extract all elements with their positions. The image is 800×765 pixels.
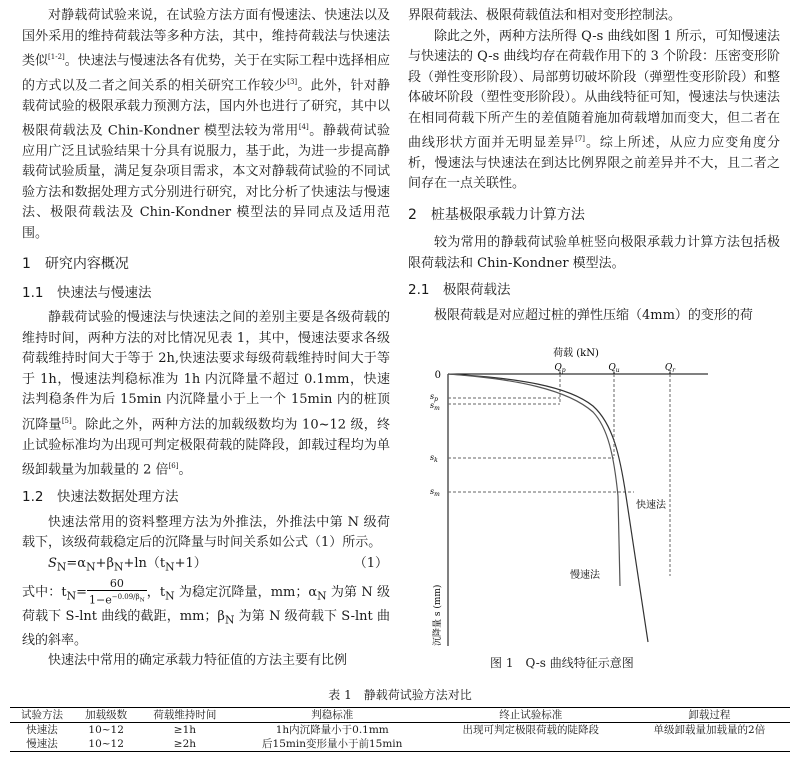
table-header: 卸载过程 xyxy=(688,709,731,721)
formula-explanation: 式中：$t_N=$ $\frac{60}{1-e^{-0.09/\beta_N}}$ ，$t_N$ 为稳定沉降量，mm；$\alpha_N$ 为第 N 级荷载下 S-lnt 曲线的截距，mm；$\beta_N$ 为第 N 级荷载下 S-lnt 曲线的斜率。 xyxy=(22,576,391,648)
right-para-1: 界限荷载法、极限荷载值法和相对变形控制法。 xyxy=(408,8,682,23)
right-para-2: 除此之外，两种方法所得 Q-s 曲线如图 1 所示，可知慢速法与快速法的 Q-s 曲线均存在荷载作用下的 3 个阶段：压密变形阶段（弹性变形阶段）、局部剪切破坏阶段（弹塑性变形阶段）和整体破坏阶段（塑性变形阶段）。从曲线特征可知，慢速法与快速法在相同荷载下所产生的差值随着施加荷载增加而变大，但二者在曲线形状方面并无明显差异[7]。综上所述，从应力应变角度分析，慢速法与快速法在到达比例界限之前差异并不大，且二者之间存在一点关联性。 xyxy=(408,28,780,192)
table-header-row xyxy=(10,708,790,723)
table xyxy=(10,707,790,752)
table-cell: ≥2h xyxy=(173,738,197,750)
qu-label: $Q_u$ xyxy=(608,363,620,374)
section-1-2-paragraph: 快速法常用的资料整理方法为外推法，外推法中第 N 级荷载下，该级荷载稳定后的沉降量与时间关系如公式（1）所示。 xyxy=(22,514,390,551)
origin-label: 0 xyxy=(434,370,441,381)
qs-curve-figure xyxy=(408,346,788,651)
section-2-1-paragraph: 极限荷载是对应超过桩的弹性压缩（4mm）的变形的荷 xyxy=(434,307,753,323)
section-2-paragraph: 较为常用的静载荷试验单桩竖向极限承载力计算方法包括极限荷载法和 Chin-Kondner 模型法。 xyxy=(408,235,780,271)
qr-label: $Q_r$ xyxy=(664,363,676,374)
section-2-1-heading: 2.1 极限荷载法 xyxy=(408,282,511,299)
table-header: 荷载维持时间 xyxy=(153,709,217,721)
formula-1: $S_N=\alpha_N+\beta_N+\ln(t_N+1)$ （1） xyxy=(48,555,388,574)
section-1-1-heading: 1.1 快速法与慢速法 xyxy=(22,284,152,301)
section-1-1-paragraph: 静载荷试验的慢速法与快速法之间的差别主要是各级荷载的维持时间，两种方法的对比情况见表 1，其中，慢速法要求各级荷载维持时间大于等于 2h,快速法要求每级荷载维持时间大于等于 1h，慢速法判稳标准为 1h 内沉降量不超过 0.1mm，快速法判稳条件为后 15min 内沉降量小于上一个 15min 内的桩顶沉降量[5]。除此之外，两种方法的加载级数均为 10~12 级，终止试验标准均为出现可判定极限荷载的陡降段，卸载过程均为单级卸载量为加载量的 2 倍[6]。 xyxy=(22,310,390,478)
table-row xyxy=(10,723,790,738)
table-cell: 快速法 xyxy=(26,724,58,736)
sm-label-2: $s_m$ xyxy=(430,487,440,498)
table-cell: 10~12 xyxy=(88,738,124,750)
table-row xyxy=(10,737,790,752)
table-header: 终止试验标准 xyxy=(499,709,563,721)
figure-x-title: 荷载 (kN) xyxy=(553,348,599,359)
table-header: 加载级数 xyxy=(85,709,128,721)
table-cell: 单级卸载量加载量的2倍 xyxy=(653,724,766,736)
table-cell xyxy=(433,737,629,752)
table-cell: 出现可判定极限荷载的陡降段 xyxy=(462,724,600,736)
section-2-heading: 2 桩基极限承载力计算方法 xyxy=(408,206,585,223)
sm-label-1: $s_m$ xyxy=(430,401,440,412)
sk-label: $s_k$ xyxy=(430,453,438,464)
table-header: 试验方法 xyxy=(21,709,64,721)
slow-label: 慢速法 xyxy=(570,570,600,581)
table-cell: 后15min变形量小于前15min xyxy=(262,738,403,750)
intro-paragraph: 对静载荷试验来说，在试验方法方面有慢速法、快速法以及国外采用的维持荷载法等多种方法，其中，维持荷载法与快速法类似[1-2]。快速法与慢速法各有优势，关于在实际工程中选择相应的方式以及二者之间关系的相关研究工作较少[3]。此外，针对静载荷试验的极限承载力预测方法，国内外也进行了研究，其中以极限荷载法及 Chin-Kondner 模型法较为常用[4]。静载荷试验应用广泛且试验结果十分具有说服力，基于此，为进一步提高静载荷试验质量，满足复杂项目需求，本文对静载荷试验的不同试验方法和数据处理方式分别进行研究，对比分析了快速法与慢速法、极限荷载法及 Chin-Kondner 模型法的异同点及适用范围。 xyxy=(22,8,390,241)
table-cell xyxy=(629,737,790,752)
section-1-heading: 1 研究内容概况 xyxy=(22,256,129,273)
figure-caption: 图 1 Q-s 曲线特征示意图 xyxy=(490,656,634,670)
sp-label: $s_p$ xyxy=(430,392,438,403)
figure-y-title: 沉降量 s (mm) xyxy=(433,584,443,646)
table-cell: 慢速法 xyxy=(26,738,58,750)
fast-method-paragraph: 快速法中常用的确定承载力特征值的方法主要有比例 xyxy=(48,653,348,669)
fast-label: 快速法 xyxy=(636,500,666,511)
left-column xyxy=(22,6,390,672)
slow-method-curve xyxy=(448,374,620,586)
comparison-table xyxy=(10,686,790,752)
right-column xyxy=(408,6,780,326)
table-header: 判稳标准 xyxy=(311,709,354,721)
table-cell: 1h内沉降量小于0.1mm xyxy=(275,724,389,736)
table-cell: 10~12 xyxy=(88,724,124,736)
section-1-2-heading: 1.2 快速法数据处理方法 xyxy=(22,489,179,506)
table-title: 表 1 静载荷试验方法对比 xyxy=(328,688,472,702)
table-cell: ≥1h xyxy=(173,724,197,736)
qp-label: $Q_p$ xyxy=(554,363,566,374)
